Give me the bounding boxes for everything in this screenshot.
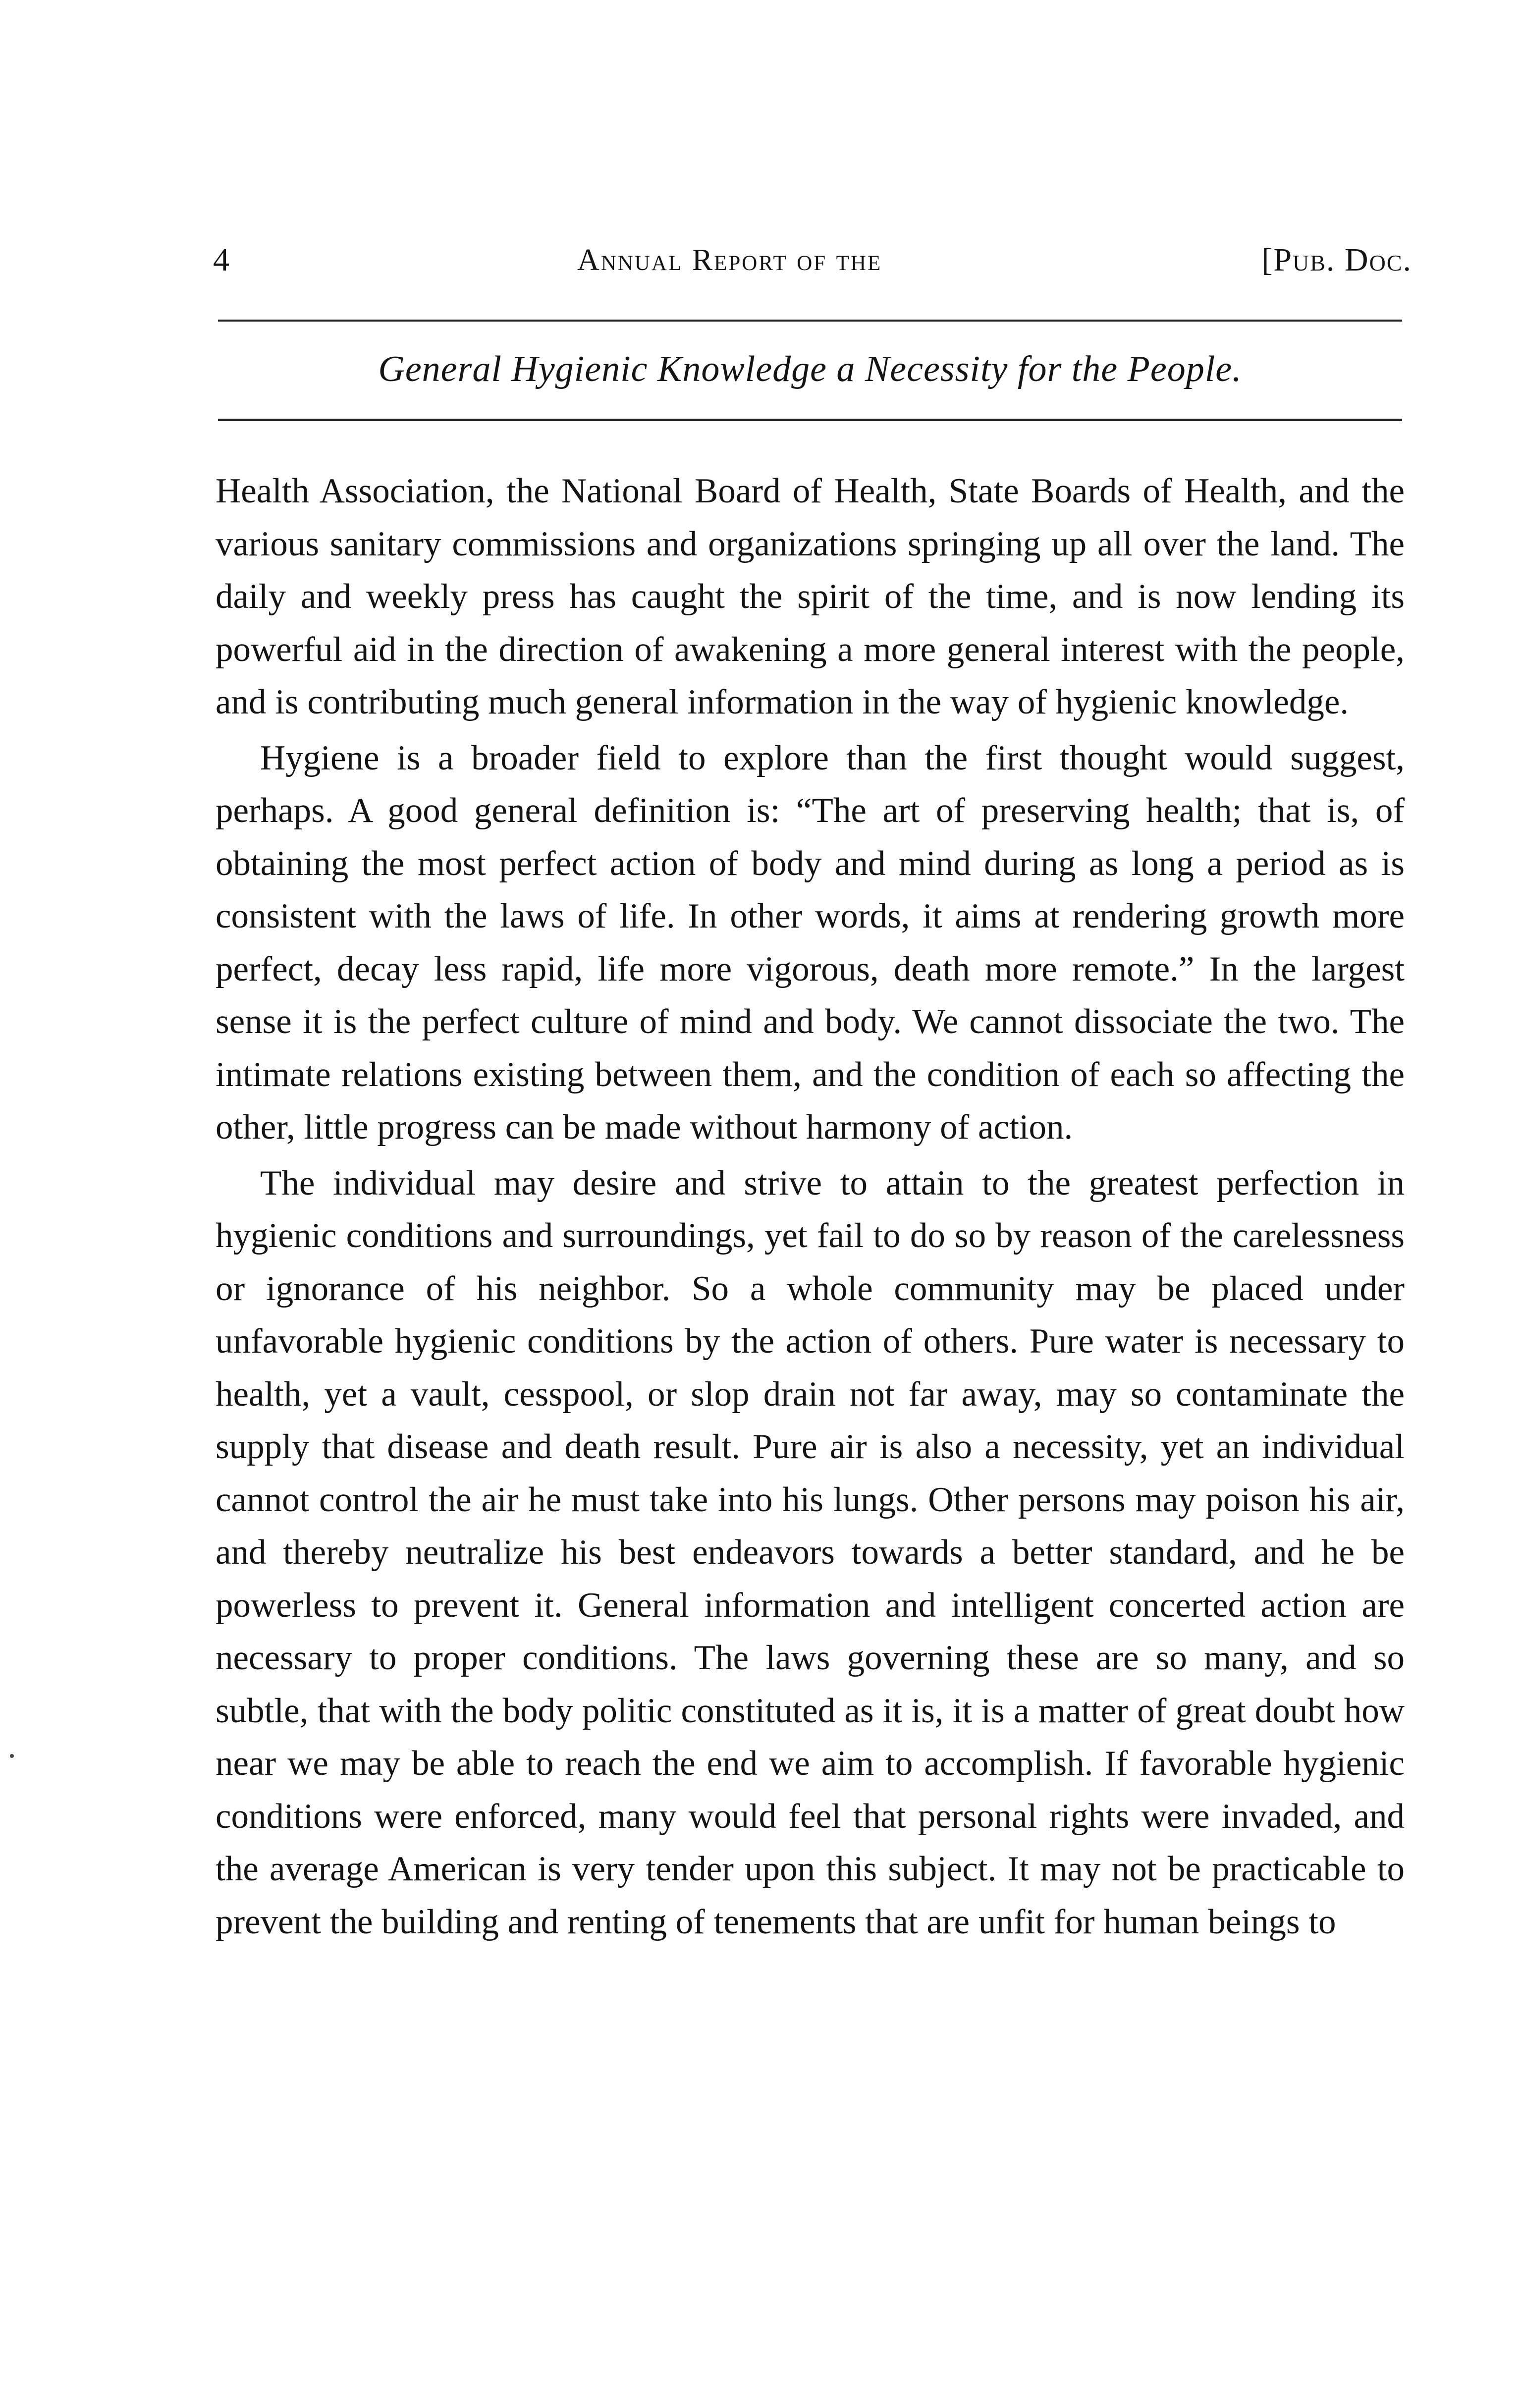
paragraph-3: The individual may desire and strive to attain to the greatest perfection in hygienic conditions and surroundings, yet fail to do so by reason of the carelessness or ignorance of his neighbor. So a whole community may be placed under unfavorable hygienic conditions by the action of others. Pure water is necessary to health, yet a vault, cesspool, or slop drain not far away, may so contaminate the supply that disease and death result. Pure air is also a necessity, yet an individual cannot control the air he must take into his lungs. Other persons may poison his air, and thereby neutralize his best endeavors towards a better standard, and he be powerless to prevent it. General information and intelligent concerted action are necessary to proper conditions. The laws governing these are so many, and so subtle, that with the body politic constituted as it is, it is a matter of great doubt how near we may be able to reach the end we aim to accomplish. If favorable hygienic conditions were enforced, many would feel that personal rights were invaded, and the average American is very tender upon this subject. It may not be practicable to prevent the building and renting of tenements that are unfit for human beings to xyxy=(216,1163,1405,1941)
section-title: General Hygienic Knowledge a Necessity for the People. xyxy=(378,349,1242,389)
running-title: Annual Report of the xyxy=(577,243,882,277)
page-header xyxy=(213,233,1412,287)
header-rule-bottom xyxy=(218,419,1402,421)
paragraph-1: Health Association, the National Board of Health, State Boards of Health, and the various sanitary commissions and organizations springing up all over the land. The daily and weekly press has caught the spirit of the time, and is now lending its powerful aid in the direction of awakening a more general interest with the people, and is contributing much general information in the way of hygienic knowledge. xyxy=(216,472,1405,721)
page-number: 4 xyxy=(213,242,229,278)
paragraph-2: Hygiene is a broader field to explore than the first thought would suggest, perhaps. A good general definition is: “The art of preserving health; that is, of obtaining the most perfect action of body and mind during as long a period as is consistent with the laws of life. In other words, it aims at rendering growth more perfect, decay less rapid, life more vigorous, death more remote.” In the largest sense it is the perfect culture of mind and body. We cannot dissociate the two. The intimate relations existing between them, and the condition of each so affecting the other, little progress can be made without harmony of action. xyxy=(216,738,1405,1147)
document-label: [Pub. Doc. xyxy=(1261,242,1412,278)
body-text xyxy=(216,465,1405,1948)
header-rule-top xyxy=(218,320,1402,322)
margin-mark xyxy=(10,1754,14,1758)
